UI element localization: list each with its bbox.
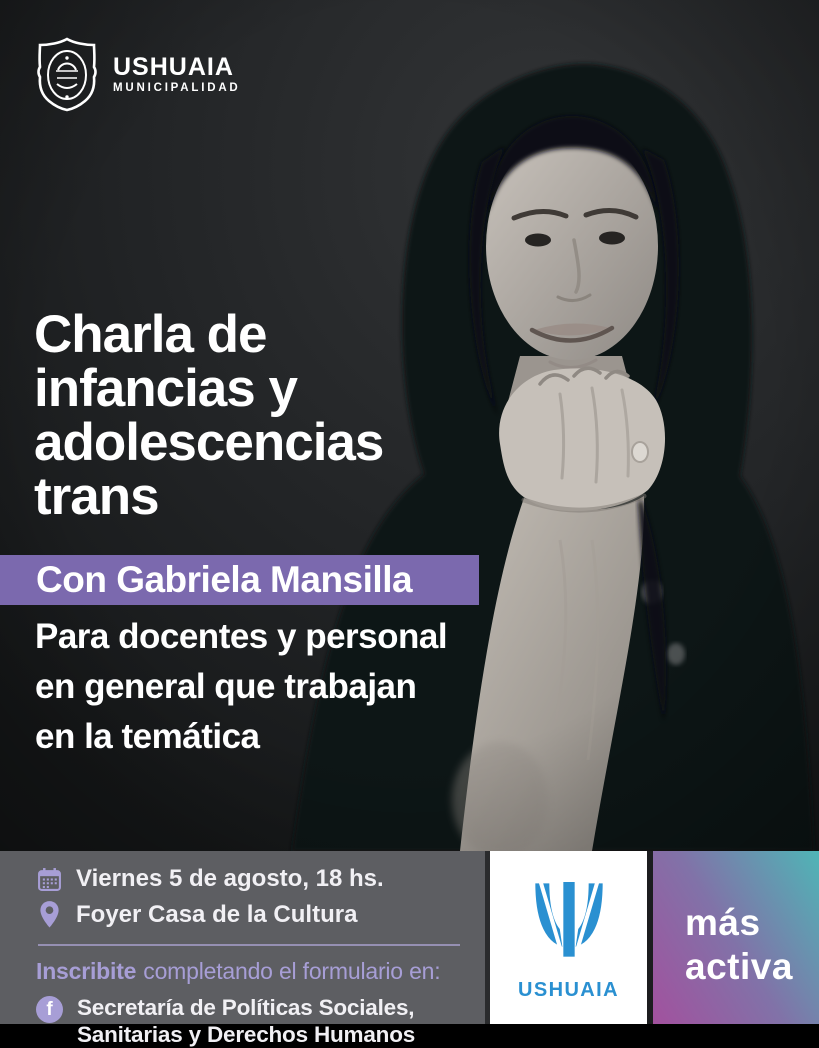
audience-line: en general que trabajan	[35, 667, 417, 706]
slogan-line: más	[685, 902, 761, 943]
register-instruction	[36, 958, 485, 985]
audience-line: en la temática	[35, 717, 260, 756]
event-date-row	[36, 865, 485, 893]
facebook-page-name	[77, 994, 415, 1048]
register-emphasis: Inscribite	[36, 958, 137, 984]
municipality-logo	[34, 36, 241, 112]
slogan-box	[653, 851, 819, 1024]
title-line: Charla de	[34, 305, 267, 364]
facebook-row	[36, 994, 485, 1048]
calendar-icon	[36, 867, 62, 892]
city-logo-text: USHUAIA	[518, 978, 619, 1001]
speaker-banner	[0, 555, 479, 605]
audience-line: Para docentes y personal	[35, 617, 448, 656]
event-date: Viernes 5 de agosto, 18 hs.	[76, 865, 384, 892]
slogan-line: activa	[685, 946, 793, 987]
footer	[0, 851, 819, 1047]
audience-text	[35, 612, 447, 762]
event-location: Foyer Casa de la Cultura	[76, 900, 358, 928]
title-line: infancias y	[34, 359, 297, 418]
facebook-icon: f	[36, 996, 63, 1023]
event-info-panel	[0, 851, 485, 1047]
facebook-line: Sanitarias y Derechos Humanos	[77, 1022, 416, 1047]
city-logo-box	[490, 851, 647, 1024]
register-rest: completando el formulario en:	[143, 958, 441, 984]
title-line: trans	[34, 467, 159, 526]
municipality-wordmark	[113, 54, 241, 94]
footer-divider	[38, 944, 460, 946]
poster-title	[34, 305, 384, 526]
event-location-row	[36, 900, 485, 929]
speaker-name: Con Gabriela Mansilla	[36, 559, 413, 600]
facebook-line: Secretaría de Políticas Sociales,	[77, 995, 415, 1020]
municipality-name: USHUAIA	[113, 53, 234, 81]
municipality-shield-icon	[34, 36, 100, 112]
ushuaia-u-icon	[525, 878, 613, 975]
title-line: adolescencias	[34, 413, 384, 472]
municipality-subtitle: MUNICIPALIDAD	[113, 82, 241, 94]
location-pin-icon	[36, 900, 62, 929]
